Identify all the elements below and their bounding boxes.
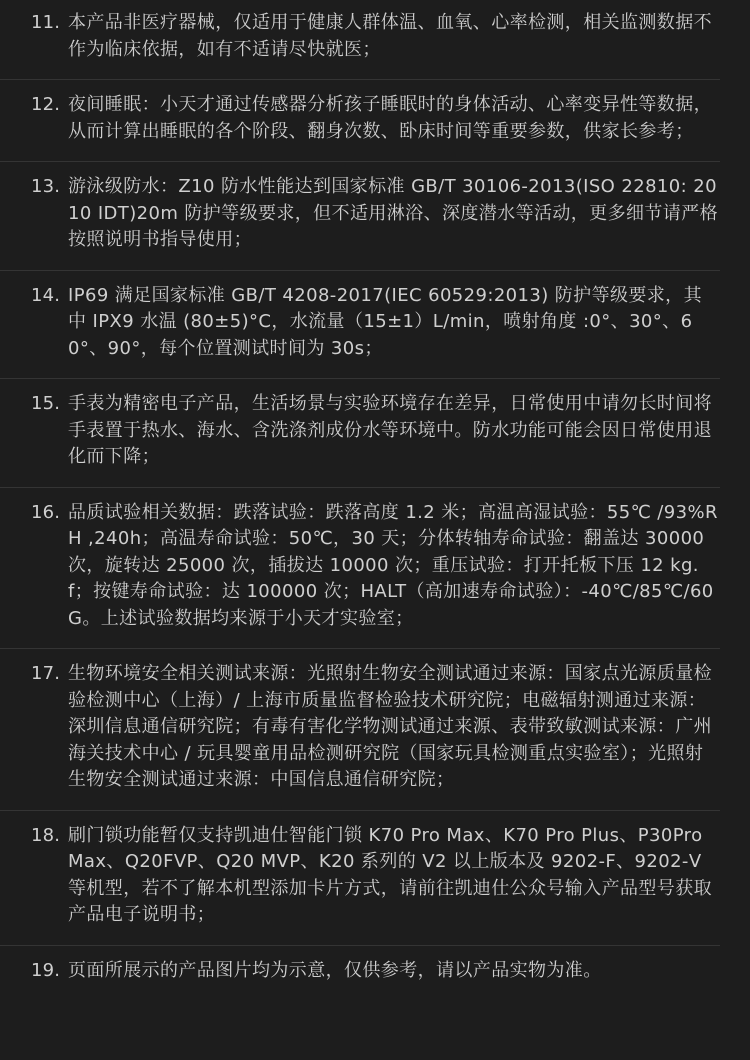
note-number: 16. <box>31 501 61 523</box>
note-item-15 <box>0 391 720 488</box>
note-number: 17. <box>31 663 61 684</box>
note-number: 18. <box>31 824 61 846</box>
note-item-18 <box>0 823 720 946</box>
note-item-16 <box>0 500 720 650</box>
note-text: 夜间睡眠：小天才通过传感器分析孩子睡眠时的身体活动、心率变异性等数据，从而计算出睡眠的各个阶段、翻身次数、卧床时间等重要参数，供家长参考； <box>68 94 712 142</box>
note-text: 手表为精密电子产品，生活场景与实验环境存在差异，日常使用中请勿长时间将手表置于热水、海水、含洗涤剂成份水等环境中。防水功能可能会因日常使用退化而下降； <box>68 393 712 467</box>
note-number: 13. <box>31 176 61 197</box>
note-number: 14. <box>31 284 61 306</box>
note-item-17 <box>0 661 720 811</box>
note-text: 本产品非医疗器械，仅适用于健康人群体温、血氧、心率检测，相关监测数据不作为临床依据，如有不适请尽快就医； <box>68 12 712 60</box>
note-item-11 <box>0 10 720 80</box>
notes-list <box>0 10 750 1012</box>
note-item-12 <box>0 92 720 162</box>
note-number: 12. <box>31 94 61 115</box>
note-item-13 <box>0 174 720 271</box>
note-number: 15. <box>31 393 61 414</box>
note-number: 11. <box>31 12 61 33</box>
note-text: IP69 满足国家标准 GB/T 4208-2017(IEC 60529:2013) 防护等级要求，其中 IPX9 水温 (80±5)°C，水流量（15±1）L/min，喷射角度 :0°、30°、60°、90°，每个位置测试时间为 30s； <box>68 284 702 359</box>
note-item-14 <box>0 283 720 380</box>
note-text: 页面所展示的产品图片均为示意，仅供参考，请以产品实物为准。 <box>68 959 602 981</box>
note-item-19 <box>0 958 720 1001</box>
note-text: 品质试验相关数据：跌落试验：跌落高度 1.2 米；高温高湿试验：55℃ /93%RH ,240h；高温寿命试验：50℃，30 天；分体转轴寿命试验：翻盖达 30000 次，旋转达 25000 次，插拔达 10000 次；重压试验：打开托板下压 12 kg.f；按键寿命试验：达 100000 次；HALT（高加速寿命试验）：-40℃/85℃/60G。上述试验数据均来源于小天才实验室； <box>68 501 718 629</box>
note-text: 刷门锁功能暂仅支持凯迪仕智能门锁 K70 Pro Max、K70 Pro Plus、P30Pro Max、Q20FVP、Q20 MVP、K20 系列的 V2 以上版本及 9202-F、9202-V 等机型，若不了解本机型添加卡片方式，请前往凯迪仕公众号输入产品型号获取产品电子说明书； <box>68 824 712 925</box>
note-text: 游泳级防水：Z10 防水性能达到国家标准 GB/T 30106-2013(ISO 22810: 2010 IDT)20m 防护等级要求，但不适用淋浴、深度潜水等活动，更多细节请严格按照说明书指导使用； <box>68 176 718 250</box>
note-text: 生物环境安全相关测试来源：光照射生物安全测试通过来源：国家点光源质量检验检测中心（上海）/ 上海市质量监督检验技术研究院；电磁辐射测通过来源：深圳信息通信研究院；有毒有害化学物测试通过来源、表带致敏测试来源：广州海关技术中心 / 玩具婴童用品检测研究院（国家玩具检测重点实验室）；光照射生物安全测试通过来源：中国信息通信研究院； <box>68 663 712 790</box>
note-number: 19. <box>31 959 61 981</box>
